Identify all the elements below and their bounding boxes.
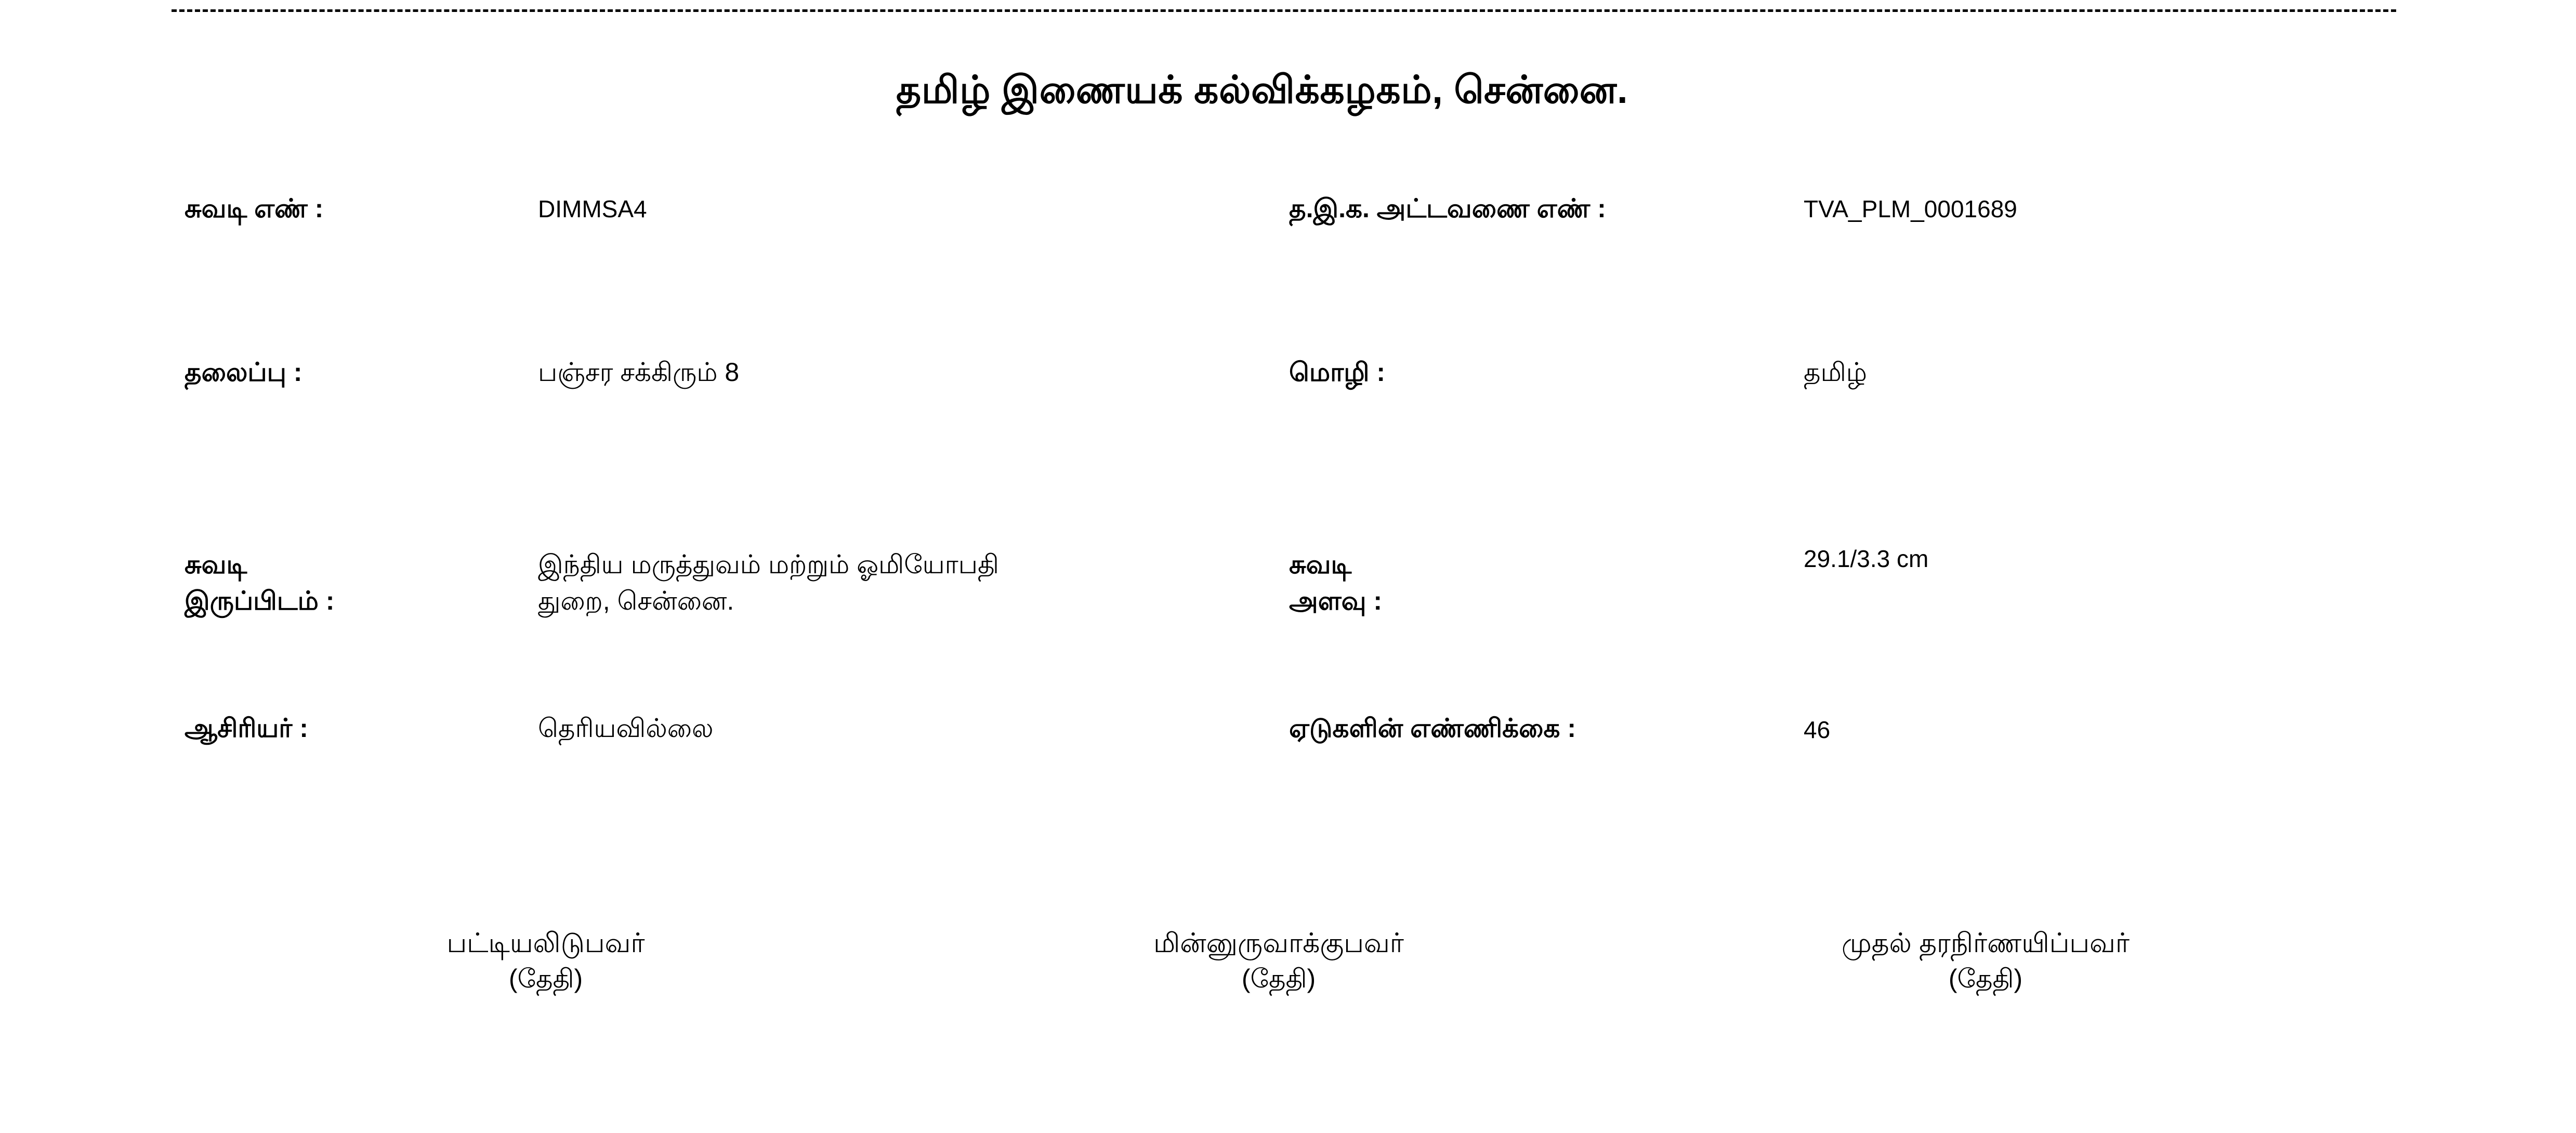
language-value: தமிழ்: [1804, 358, 1868, 387]
size-label-line1: சுவடி: [1289, 550, 1352, 579]
language-label: மொழி :: [1289, 358, 1386, 387]
author-label: ஆசிரியர் :: [185, 714, 308, 743]
signature-first-quality-checker-role: முதல் தரநிர்ணயிப்பவர்: [1841, 928, 2130, 958]
heading-label: தலைப்பு :: [185, 358, 303, 387]
signature-cataloguer-role: பட்டியலிடுபவர்: [446, 928, 645, 958]
leaves-count-label: ஏடுகளின் எண்ணிக்கை :: [1289, 714, 1576, 743]
manuscript-number-label: சுவடி எண் :: [185, 194, 324, 223]
manuscript-number-value: DIMMSA4: [538, 195, 647, 222]
signature-first-quality-checker-date: (தேதி): [1948, 964, 2023, 994]
signature-first-quality-checker: [1679, 925, 2292, 997]
top-dashed-divider: [172, 9, 2396, 12]
author-value: தெரியவில்லை: [538, 714, 714, 743]
signature-cataloguer: [239, 925, 852, 997]
location-value-line1: இந்திய மருத்துவம் மற்றும் ஓமியோபதி: [538, 550, 999, 579]
page-title: [0, 68, 2576, 117]
location-label-line1: சுவடி: [185, 550, 247, 579]
signature-digitiser-role: மின்னுருவாக்குபவர்: [1153, 928, 1404, 958]
leaves-count-value: 46: [1804, 716, 1831, 743]
signature-cataloguer-date: (தேதி): [508, 964, 583, 994]
catalogue-number-label: த.இ.க. அட்டவணை எண் :: [1289, 194, 1606, 223]
catalogue-number-value: TVA_PLM_0001689: [1804, 195, 2017, 222]
heading-value: பஞ்சர சக்கிரும் 8: [538, 358, 740, 387]
size-value: 29.1/3.3 cm: [1804, 545, 1929, 572]
page-title-text: தமிழ் இணையக் கல்விக்கழகம், சென்னை.: [896, 68, 1628, 111]
location-value-line2: துறை, சென்னை.: [538, 586, 734, 615]
signature-digitiser: [972, 925, 1585, 997]
signature-digitiser-date: (தேதி): [1241, 964, 1316, 994]
location-label-line2: இருப்பிடம் :: [185, 586, 335, 615]
size-label-line2: அளவு :: [1289, 586, 1383, 615]
